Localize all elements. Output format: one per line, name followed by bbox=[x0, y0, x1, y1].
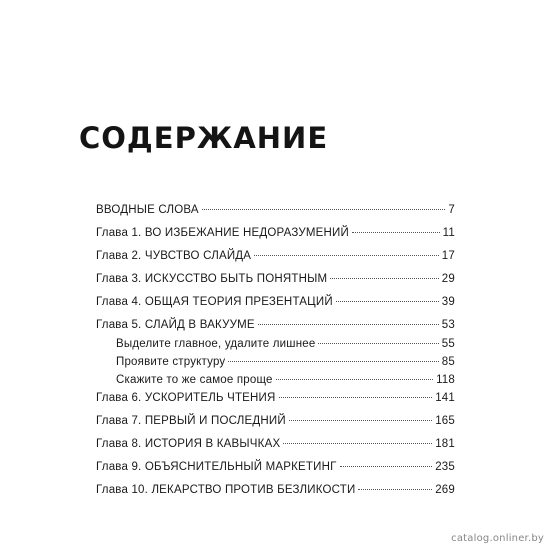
toc-entry-label: Глава 4. ОБЩАЯ ТЕОРИЯ ПРЕЗЕНТАЦИЙ bbox=[96, 296, 333, 308]
dot-leader bbox=[318, 343, 438, 344]
toc-entry-label: Глава 9. ОБЪЯСНИТЕЛЬНЫЙ МАРКЕТИНГ bbox=[96, 461, 337, 473]
toc-subentry-label: Проявите структуру bbox=[116, 356, 226, 368]
toc-entry bbox=[96, 483, 455, 506]
dot-leader bbox=[352, 232, 440, 233]
toc-entry-page: 235 bbox=[435, 461, 455, 473]
toc-entry bbox=[96, 460, 455, 483]
dot-leader bbox=[276, 379, 433, 380]
toc-entry-label: Глава 2. ЧУВСТВО СЛАЙДА bbox=[96, 250, 252, 262]
toc-subentry bbox=[96, 373, 455, 391]
toc-entry-page: 165 bbox=[435, 415, 455, 427]
dot-leader bbox=[258, 324, 439, 325]
toc-entry bbox=[96, 295, 455, 318]
toc-entry-page: 29 bbox=[441, 273, 455, 285]
toc-subentry bbox=[96, 337, 455, 355]
toc-entry bbox=[96, 203, 455, 226]
toc-entry bbox=[96, 226, 455, 249]
toc-entry-label: Глава 1. ВО ИЗБЕЖАНИЕ НЕДОРАЗУМЕНИЙ bbox=[96, 227, 349, 239]
toc-entry-page: 7 bbox=[448, 204, 455, 216]
dot-leader bbox=[279, 397, 433, 398]
toc-entry-page: 269 bbox=[435, 484, 455, 496]
dot-leader bbox=[336, 301, 439, 302]
toc-entry-label: Глава 10. ЛЕКАРСТВО ПРОТИВ БЕЗЛИКОСТИ bbox=[96, 484, 356, 496]
toc-entry-page: 141 bbox=[435, 392, 455, 404]
dot-leader bbox=[254, 255, 439, 256]
dot-leader bbox=[202, 209, 446, 210]
watermark: catalog.onliner.by bbox=[451, 533, 544, 544]
toc-entry-page: 17 bbox=[441, 250, 455, 262]
toc-entry-page: 39 bbox=[441, 296, 455, 308]
toc-entry-label: Глава 6. УСКОРИТЕЛЬ ЧТЕНИЯ bbox=[96, 392, 276, 404]
toc-entry-label: Глава 5. СЛАЙД В ВАКУУМЕ bbox=[96, 319, 255, 331]
toc-entry-label: Глава 7. ПЕРВЫЙ И ПОСЛЕДНИЙ bbox=[96, 415, 286, 427]
dot-leader bbox=[228, 361, 438, 362]
toc-entry bbox=[96, 414, 455, 437]
toc-entry bbox=[96, 391, 455, 414]
toc-subentry-page: 85 bbox=[441, 356, 455, 368]
toc-subentry-page: 55 bbox=[441, 338, 455, 350]
dot-leader bbox=[330, 278, 439, 279]
table-of-contents bbox=[96, 203, 455, 506]
toc-subentry-label: Выделите главное, удалите лишнее bbox=[116, 338, 316, 350]
toc-entry-page: 53 bbox=[441, 319, 455, 331]
toc-entry-label: Глава 3. ИСКУССТВО БЫТЬ ПОНЯТНЫМ bbox=[96, 273, 328, 285]
toc-subentry-page: 118 bbox=[436, 374, 455, 386]
toc-entry bbox=[96, 249, 455, 272]
dot-leader bbox=[283, 443, 432, 444]
toc-entry-page: 11 bbox=[442, 227, 455, 239]
toc-entry bbox=[96, 272, 455, 295]
toc-entry-page: 181 bbox=[435, 438, 455, 450]
dot-leader bbox=[340, 466, 433, 467]
dot-leader bbox=[358, 489, 432, 490]
dot-leader bbox=[289, 420, 432, 421]
toc-subentry-label: Скажите то же самое проще bbox=[116, 374, 273, 386]
toc-subentry bbox=[96, 355, 455, 373]
toc-entry bbox=[96, 437, 455, 460]
page-title: СОДЕРЖАНИЕ bbox=[79, 121, 329, 155]
toc-entry-label: Глава 8. ИСТОРИЯ В КАВЫЧКАХ bbox=[96, 438, 281, 450]
toc-entry-label: ВВОДНЫЕ СЛОВА bbox=[96, 204, 199, 216]
